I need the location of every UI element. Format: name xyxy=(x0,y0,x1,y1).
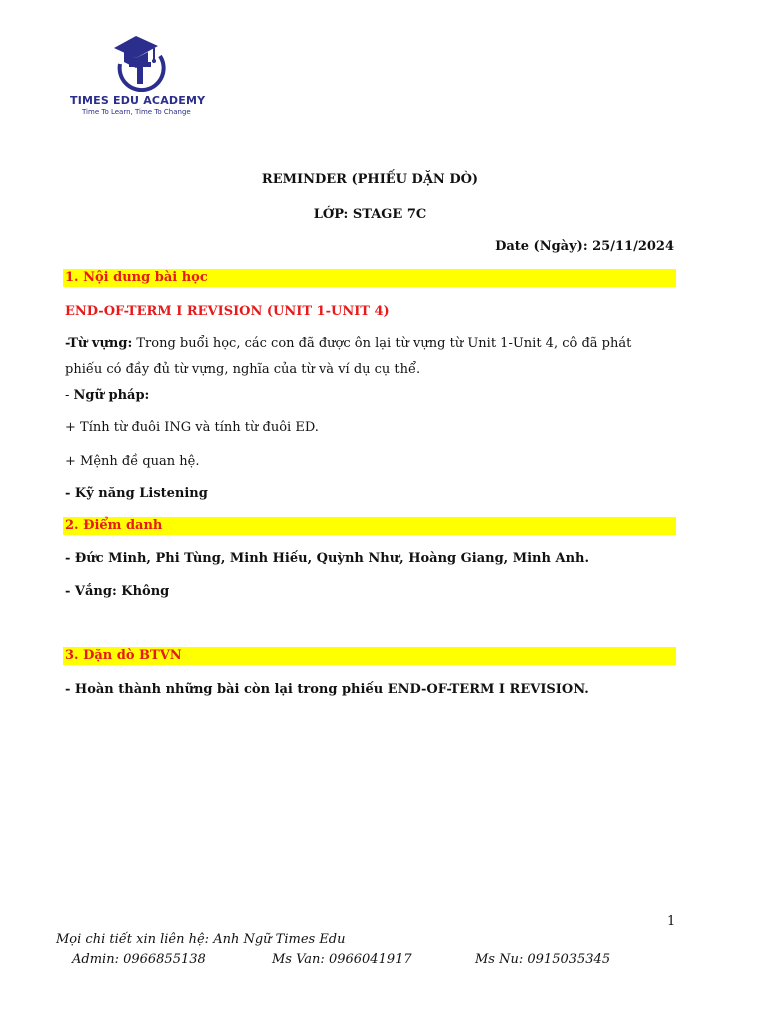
footer-ms-van: Ms Van: 0966041917 xyxy=(272,952,412,967)
brand-name: TIMES EDU ACADEMY xyxy=(70,94,206,107)
vocab-label: -Từ vựng: xyxy=(65,336,133,351)
section3-heading-bar xyxy=(63,647,676,665)
academy-logo xyxy=(66,34,216,118)
section2-heading: 2. Điểm danh xyxy=(65,518,163,533)
section3-heading: 3. Dặn dò BTVN xyxy=(65,648,182,663)
homework-task: - Hoàn thành những bài còn lại trong phiếu END-OF-TERM I REVISION. xyxy=(65,682,589,697)
section1-heading-bar xyxy=(63,269,676,287)
grammar-label: Ngữ pháp: xyxy=(73,388,150,403)
document-title: REMINDER (PHIẾU DẶN DÒ) xyxy=(261,172,479,187)
grammar-line xyxy=(65,383,677,409)
class-line: LỚP: STAGE 7C xyxy=(313,207,427,222)
section2-heading-bar xyxy=(63,517,676,535)
vocab-text-2: phiếu có đầy đủ từ vựng, nghĩa của từ và ví dụ cụ thể. xyxy=(65,362,421,377)
vocab-paragraph xyxy=(65,331,677,383)
graduation-cap-t-icon xyxy=(110,34,172,92)
grammar-item-2: + Mệnh đề quan hệ. xyxy=(65,454,200,469)
revision-subtitle: END-OF-TERM I REVISION (UNIT 1-UNIT 4) xyxy=(65,304,390,319)
footer-ms-nu: Ms Nu: 0915035345 xyxy=(475,952,611,967)
absent-line: - Vắng: Không xyxy=(65,584,170,599)
grammar-prefix: - xyxy=(65,388,74,403)
section1-heading: 1. Nội dung bài học xyxy=(65,270,208,285)
footer-admin: Admin: 0966855138 xyxy=(72,952,206,967)
page-number: 1 xyxy=(667,914,676,929)
date-line: Date (Ngày): 25/11/2024 xyxy=(495,239,674,254)
vocab-text-1: Trong buổi học, các con đã được ôn lại từ vựng từ Unit 1-Unit 4, cô đã phát xyxy=(132,336,632,351)
present-list: - Đức Minh, Phi Tùng, Minh Hiếu, Quỳnh Như, Hoàng Giang, Minh Anh. xyxy=(65,551,589,566)
grammar-item-1: + Tính từ đuôi ING và tính từ đuôi ED. xyxy=(65,420,319,435)
brand-tagline: Time To Learn, Time To Change xyxy=(82,108,191,116)
skill-line: - Kỹ năng Listening xyxy=(65,486,208,501)
footer-contact: Mọi chi tiết xin liên hệ: Anh Ngữ Times Edu xyxy=(56,932,346,947)
